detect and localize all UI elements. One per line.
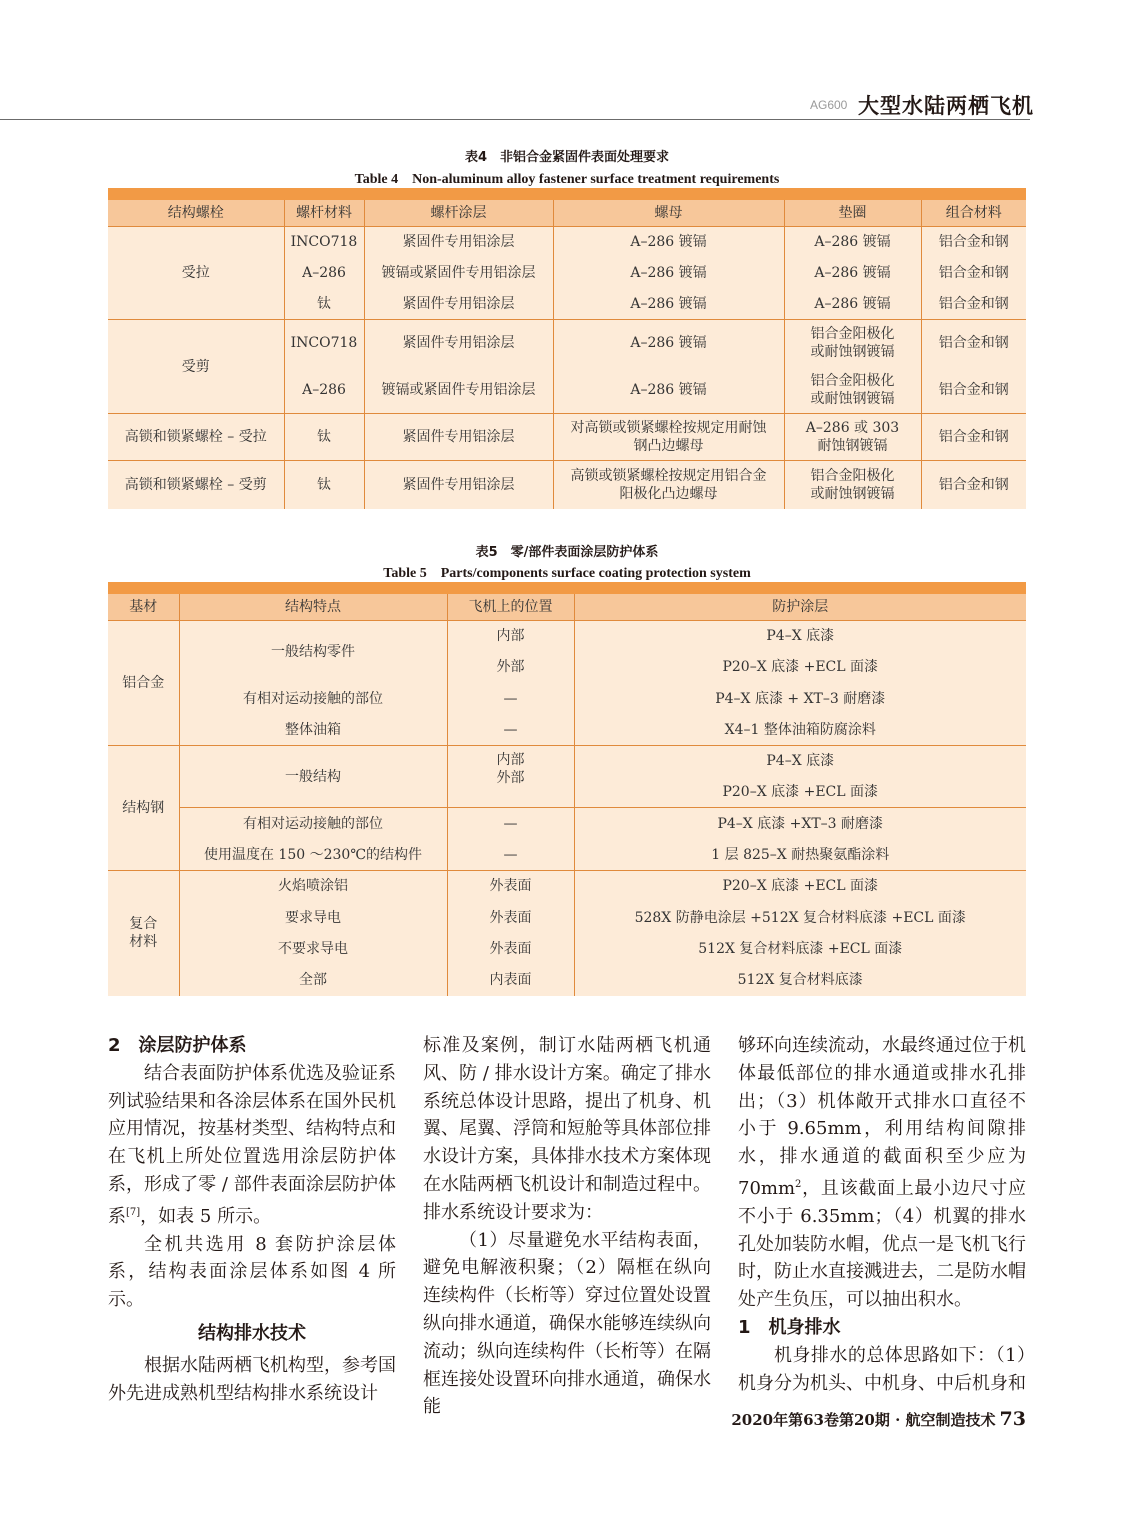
journal-info: 2020年第63卷第20期 · 航空制造技术 [731, 1411, 996, 1429]
paragraph [108, 1060, 396, 1231]
table4-header-cell: 结构螺栓 [108, 200, 284, 227]
cell: — [447, 683, 574, 715]
table-row [108, 227, 1026, 258]
cell: 紧固件专用铝涂层 [364, 320, 553, 367]
table5-header-row [108, 594, 1026, 621]
cell: 512X 复合材料底漆 [574, 965, 1026, 996]
table-row [108, 621, 1026, 652]
cell: 火焰喷涂铝 [179, 871, 447, 902]
cell: 铝合金和钢 [921, 320, 1026, 367]
paragraph: 标准及案例，制订水陆两栖飞机通风、防 / 排水设计方案。确定了排水系统总体设计思路，提出了机身、机翼、尾翼、浮筒和短舱等具体部位排水设计方案，具体排水技术方案体现在水陆两栖飞机设计和制造过程中。排水系统设计要求为： [423, 1035, 711, 1223]
table4-header-cell: 螺母 [553, 200, 784, 227]
cell: 铝合金和钢 [921, 227, 1026, 258]
cell: 要求导电 [179, 902, 447, 934]
cell: A–286 或 303 耐蚀钢镀镉 [784, 414, 921, 461]
text-column-1 [108, 1032, 396, 1407]
cell: A–286 镀镉 [784, 258, 921, 289]
cell: 紧固件专用铝涂层 [364, 461, 553, 509]
table-row [108, 965, 1026, 996]
cell: 内部 外部 [447, 746, 574, 808]
cell: 内部 [447, 621, 574, 652]
table-row [108, 840, 1026, 871]
cell: 一般结构零件 [179, 621, 447, 683]
cell: 镀镉或紧固件专用铝涂层 [364, 258, 553, 289]
cell: 对高锁或锁紧螺栓按规定用耐蚀 钢凸边螺母 [553, 414, 784, 461]
text-column-3 [738, 1032, 1026, 1397]
table4-top-bar [108, 188, 1026, 200]
cell: X4–1 整体油箱防腐涂料 [574, 715, 1026, 746]
cell: 铝合金和钢 [921, 289, 1026, 320]
cell: 高锁或锁紧螺栓按规定用铝合金 阳极化凸边螺母 [553, 461, 784, 509]
paragraph-text: ，如表 5 所示。 [140, 1205, 272, 1227]
cell: 钛 [284, 414, 364, 461]
cell: P4–X 底漆 [574, 621, 1026, 652]
cell: 外表面 [447, 871, 574, 902]
cell: A–286 [284, 367, 364, 414]
cell: P20–X 底漆 +ECL 面漆 [574, 652, 1026, 683]
group-label: 受拉 [108, 227, 284, 320]
section-big-heading: 结构排水技术 [198, 1322, 306, 1344]
cell: A–286 镀镉 [553, 227, 784, 258]
table5-caption-cn: 表5 零/部件表面涂层防护体系 [475, 545, 659, 560]
citation: [7] [126, 1206, 141, 1218]
table5 [108, 582, 1026, 996]
table5-top-bar [108, 582, 1026, 594]
cell: 外表面 [447, 902, 574, 934]
page-footer [731, 1408, 1026, 1430]
cell: 不要求导电 [179, 934, 447, 965]
cell: 528X 防静电涂层 +512X 复合材料底漆 +ECL 面漆 [574, 902, 1026, 934]
cell: A–286 镀镉 [784, 289, 921, 320]
table-row [108, 414, 1026, 461]
table-row [108, 683, 1026, 715]
cell: 铝合金阳极化 或耐蚀钢镀镉 [784, 367, 921, 414]
cell: A–286 镀镉 [553, 289, 784, 320]
cell: 使用温度在 150 ～230℃的结构件 [179, 840, 447, 871]
cell: — [447, 808, 574, 840]
paragraph: 根据水陆两栖飞机构型，参考国外先进成熟机型结构排水系统设计 [108, 1354, 396, 1404]
table5-header-cell: 基材 [108, 594, 179, 621]
table-row [108, 808, 1026, 840]
cell: P20–X 底漆 +ECL 面漆 [574, 871, 1026, 902]
cell: — [447, 840, 574, 871]
cell: 铝合金阳极化 或耐蚀钢镀镉 [784, 461, 921, 509]
table4 [108, 188, 1026, 509]
paragraph-text: ，且该截面上最小边尺寸应不小于 6.35mm；（4）机翼的排水孔处加装防水帽，优点一是飞机飞行时，防止水直接溅进去，二是防水帽处产生负压，可以抽出积水。 [738, 1177, 1026, 1311]
cell: A–286 镀镉 [553, 258, 784, 289]
cell: 铝合金和钢 [921, 461, 1026, 509]
paragraph: 全机共选用 8 套防护涂层体系，结构表面涂层体系如图 4 所示。 [108, 1233, 396, 1311]
cell: 整体油箱 [179, 715, 447, 746]
substrate-label: 结构钢 [108, 746, 179, 871]
paragraph: （1）尽量避免水平结构表面，避免电解液积聚；（2）隔框在纵向连续构件（长桁等）穿过位置处设置纵向排水通道，确保水能够连续纵向流动；纵向连续构件（长桁等）在隔框连接处设置环向排水通道，确保水能 [423, 1229, 711, 1418]
table4-header-cell: 垫圈 [784, 200, 921, 227]
table4-header-cell: 组合材料 [921, 200, 1026, 227]
cell: P4–X 底漆 +XT–3 耐磨漆 [574, 808, 1026, 840]
cell: 512X 复合材料底漆 +ECL 面漆 [574, 934, 1026, 965]
cell: 外部 [447, 652, 574, 683]
cell: A–286 [284, 258, 364, 289]
cell: 有相对运动接触的部位 [179, 808, 447, 840]
cell: 铝合金和钢 [921, 414, 1026, 461]
cell: A–286 镀镉 [784, 227, 921, 258]
table4-caption-cn: 表4 非铝合金紧固件表面处理要求 [464, 150, 670, 165]
group-label: 受剪 [108, 320, 284, 414]
cell: P20–X 底漆 +ECL 面漆 [574, 777, 1026, 808]
paragraph: 机身排水的总体思路如下：（1）机身分为机头、中机身、中后机身和 [738, 1344, 1026, 1394]
table5-header-cell: 结构特点 [179, 594, 447, 621]
superscript: 2 [795, 1178, 802, 1190]
cell: 外表面 [447, 934, 574, 965]
table-row [108, 934, 1026, 965]
table4-caption-en: Table 4 Non-aluminum alloy fastener surface treatment requirements [354, 172, 780, 187]
paragraph-text: 够环向连续流动，水最终通过位于机体最低部位的排水通道或排水孔排出；（3）机体敞开式排水口直径不小于 9.65mm，利用结构间隙排水，排水通道的截面积至少应为 70mm [738, 1035, 1026, 1199]
cell: 紧固件专用铝涂层 [364, 227, 553, 258]
cell: 有相对运动接触的部位 [179, 683, 447, 715]
substrate-label: 复合 材料 [108, 871, 179, 996]
cell: 铝合金和钢 [921, 258, 1026, 289]
table-row [108, 746, 1026, 777]
page-number: 73 [999, 1408, 1026, 1430]
table4-header-cell: 螺杆涂层 [364, 200, 553, 227]
table-row [108, 320, 1026, 367]
cell: 紧固件专用铝涂层 [364, 414, 553, 461]
cell: 铝合金阳极化 或耐蚀钢镀镉 [784, 320, 921, 367]
cell: 钛 [284, 461, 364, 509]
journal-tag: AG600 [810, 98, 848, 112]
table5-caption-en: Table 5 Parts/components surface coating protection system [383, 566, 751, 581]
cell: P4–X 底漆 + XT–3 耐磨漆 [574, 683, 1026, 715]
paragraph [738, 1032, 1026, 1314]
cell: INCO718 [284, 320, 364, 367]
table-row [108, 715, 1026, 746]
cell: 一般结构 [179, 746, 447, 808]
cell: 紧固件专用铝涂层 [364, 289, 553, 320]
table-row [108, 871, 1026, 902]
group-label: 高锁和锁紧螺栓 – 受剪 [108, 461, 284, 509]
table4-header-cell: 螺杆材料 [284, 200, 364, 227]
table5-header-cell: 飞机上的位置 [447, 594, 574, 621]
table-row [108, 461, 1026, 509]
cell: 全部 [179, 965, 447, 996]
cell: A–286 镀镉 [553, 367, 784, 414]
section-heading: 2 涂层防护体系 [108, 1035, 247, 1056]
cell: — [447, 715, 574, 746]
cell: 1 层 825–X 耐热聚氨酯涂料 [574, 840, 1026, 871]
cell: 镀镉或紧固件专用铝涂层 [364, 367, 553, 414]
cell: P4–X 底漆 [574, 746, 1026, 777]
cell: INCO718 [284, 227, 364, 258]
table-row [108, 902, 1026, 934]
section-heading: 1 机身排水 [738, 1316, 841, 1338]
header-rule [0, 119, 1030, 120]
text-column-2 [423, 1032, 711, 1421]
cell: A–286 镀镉 [553, 320, 784, 367]
cell: 铝合金和钢 [921, 367, 1026, 414]
section-title: 大型水陆两栖飞机 [858, 94, 1034, 118]
group-label: 高锁和锁紧螺栓 – 受拉 [108, 414, 284, 461]
cell: 钛 [284, 289, 364, 320]
table5-header-cell: 防护涂层 [574, 594, 1026, 621]
table4-header-row [108, 200, 1026, 227]
substrate-label: 铝合金 [108, 621, 179, 746]
paragraph-text: 结合表面防护体系优选及验证系列试验结果和各涂层体系在国外民机应用情况，按基材类型、结构特点和在飞机上所处位置选用涂层防护体系，形成了零 / 部件表面涂层防护体系 [108, 1062, 396, 1227]
cell: 内表面 [447, 965, 574, 996]
